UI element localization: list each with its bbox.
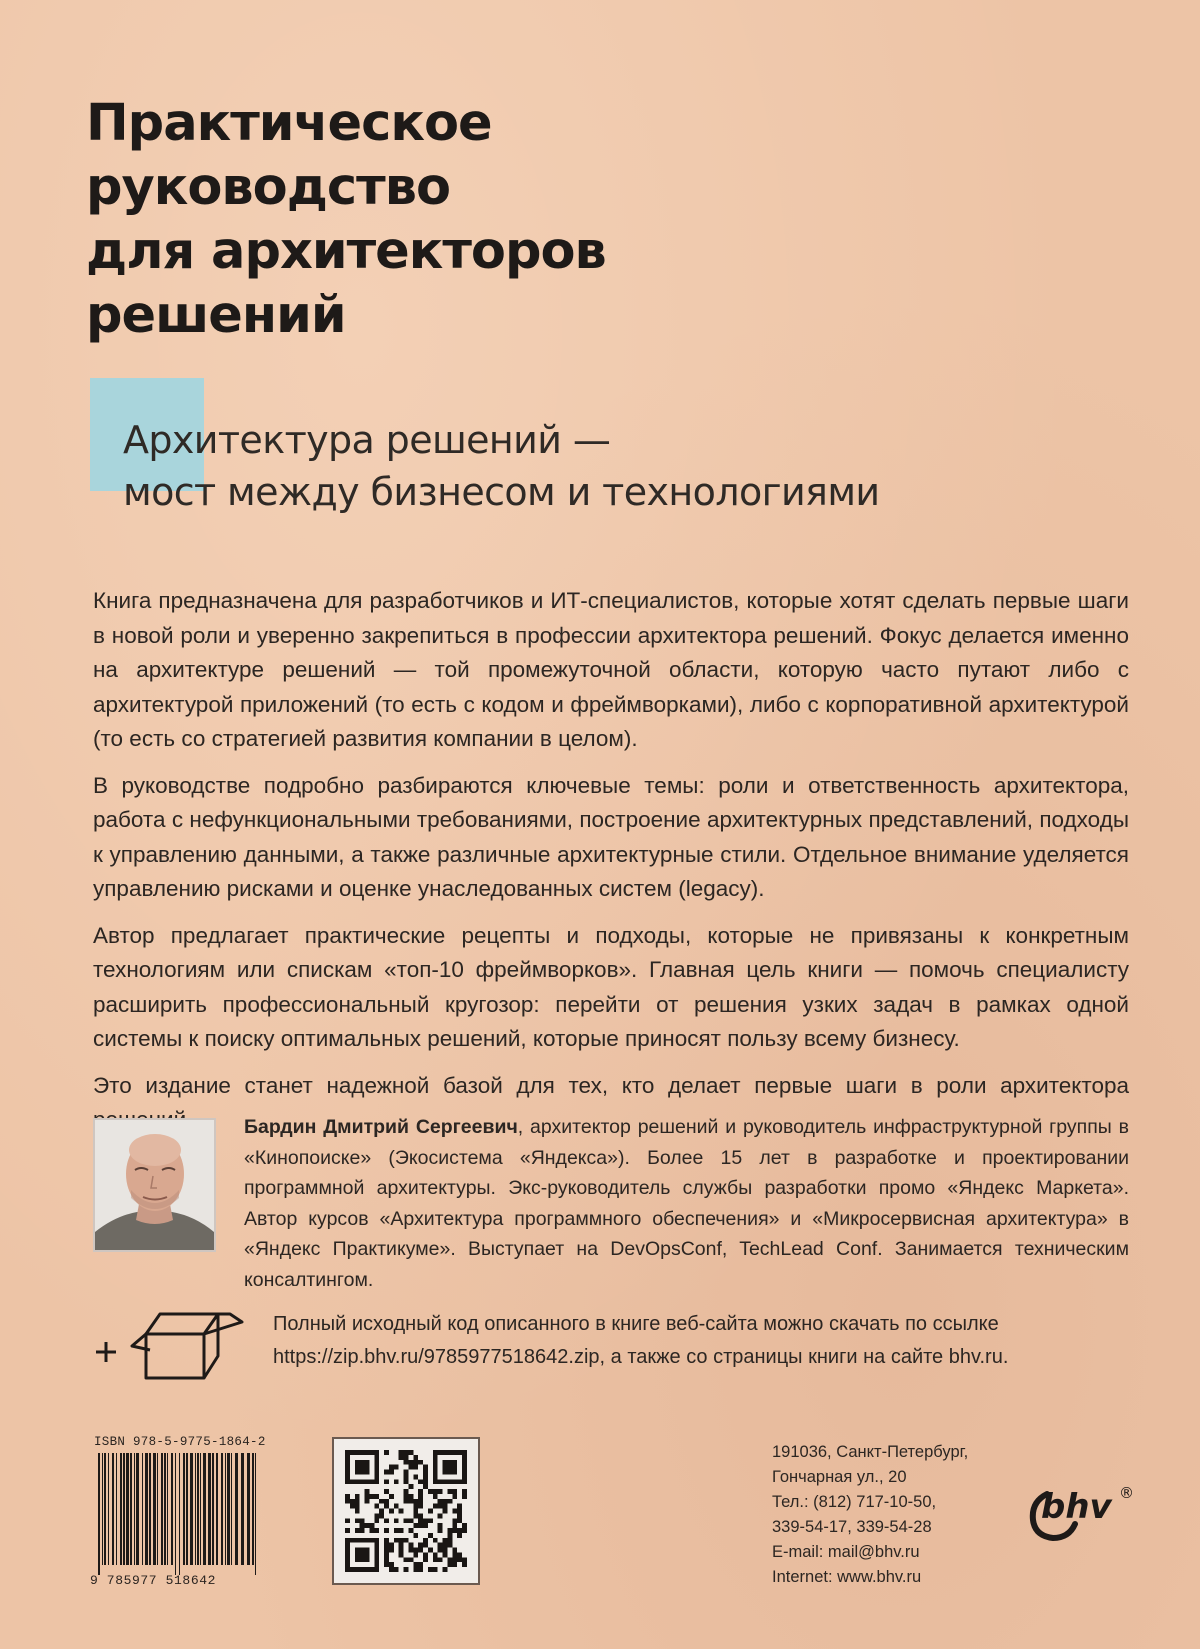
- description-paragraph: В руководстве подробно разбираются ключевые темы: роли и ответственность архитектора, работа с нефункциональными требованиями, построение архитектурных представлений, подходы к управлению данными, а также различные архитектурные стили. Отдельное внимание уделяется управлению рисками и оценке унаследованных систем (legacy).: [93, 772, 1129, 901]
- isbn: ISBN 978-5-9775-1864-2: [94, 1435, 266, 1449]
- description-paragraph: Автор предлагает практические рецепты и подходы, которые не привязаны к конкретным технологиям или спискам «топ-10 фреймворков». Главная цель книги — помочь специалисту расширить профессиональный кругозор: перейти от решения узких задач в рамках одной системы к поиску оптимальных решений, которые приносят пользу всему бизнесу.: [93, 922, 1129, 1051]
- ean-number: 9 785977 518642: [90, 1573, 217, 1588]
- book-title: [86, 92, 646, 348]
- logo-registered-mark: ®: [1119, 1484, 1134, 1502]
- address-line: 191036, Санкт-Петербург,: [772, 1443, 969, 1461]
- author-name: Бардин Дмитрий Сергеевич: [244, 1116, 518, 1138]
- source-code-note: [273, 1308, 1133, 1374]
- description-paragraph: Книга предназначена для разработчиков и ИТ-специалистов, которые хотят сделать первые шаги в новой роли и уверенно закрепиться в профессии архитектора решений. Фокус делается именно на архитектуре решений — той промежуточной области, которую часто путают либо с архитектурой приложений (то есть с кодом и фреймворками), либо с корпоративной архитектурой (то есть со стратегией развития компании в целом).: [93, 588, 1129, 751]
- address-line: E-mail: mail@bhv.ru: [772, 1543, 920, 1561]
- title-line: для архитекторов: [86, 222, 606, 281]
- logo-text: bhv: [1041, 1487, 1112, 1527]
- address-line: 339-54-17, 339-54-28: [772, 1518, 932, 1536]
- title-line: руководство: [86, 158, 451, 217]
- qr-code[interactable]: [332, 1437, 480, 1585]
- author-photo: [93, 1118, 216, 1252]
- subtitle-line: мост между бизнесом и технологиями: [123, 470, 880, 514]
- title-line: Практическое: [86, 94, 492, 153]
- source-line: Полный исходный код описанного в книге веб-сайта можно скачать по ссылке: [273, 1313, 999, 1335]
- qr-code-icon: [345, 1450, 467, 1572]
- description: [93, 584, 1129, 1150]
- plus-box-icon: [92, 1300, 247, 1380]
- description-paragraph: Это издание станет надежной базой для тех, кто делает первые шаги в роли архитектора: [93, 1072, 1129, 1098]
- author-bio-text: , архитектор решений и руководитель инфраструктурной группы в «Кинопоиске» (Экосистема «Яндекса»). Более 15 лет в разработке и проектировании программной архитектуры. Экс-руководитель службы разработки промо «Яндекс Маркета». Автор курсов «Архитектура программного обеспечения» и «Микросервисная архитектура» в «Яндекс Практикуме». Выступает на DevOpsConf, TechLead Conf. Занимается техническим консалтингом.: [244, 1116, 1129, 1291]
- address-line: Гончарная ул., 20: [772, 1468, 907, 1486]
- address-line: Internet: www.bhv.ru: [772, 1568, 922, 1586]
- source-link[interactable]: https://zip.bhv.ru/9785977518642.zip, а также со страницы книги на сайте bhv.ru.: [273, 1346, 1009, 1368]
- publisher-address: [772, 1440, 968, 1590]
- author-portrait-icon: [95, 1120, 214, 1250]
- title-line: решений: [86, 286, 346, 345]
- address-line: Тел.: (812) 717-10-50,: [772, 1493, 937, 1511]
- book-subtitle: [123, 414, 880, 518]
- author-bio: [244, 1112, 1129, 1295]
- barcode-icon: [94, 1453, 262, 1575]
- subtitle-line: Архитектура решений —: [123, 418, 611, 462]
- bhv-logo-icon: [1025, 1476, 1135, 1542]
